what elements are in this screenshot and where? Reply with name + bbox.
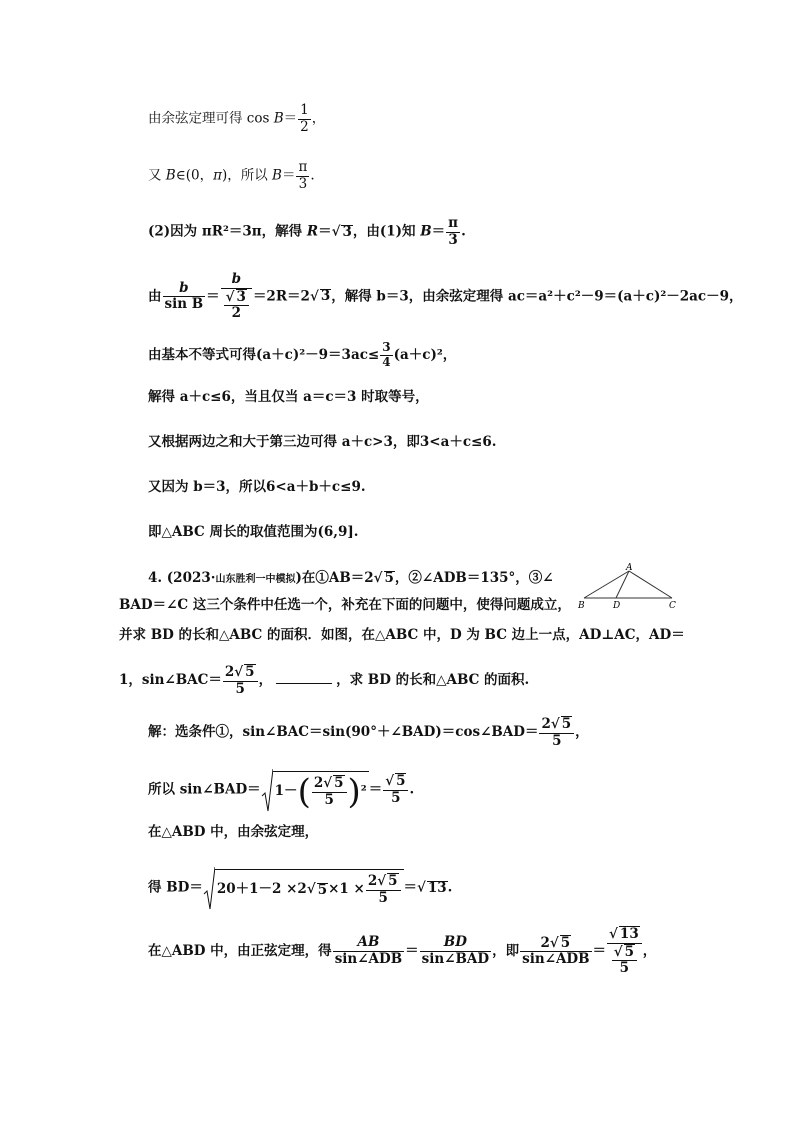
radicand: 5 [317, 881, 328, 898]
numerator: BD [420, 935, 491, 952]
radicand: 5 [561, 716, 572, 732]
coef: 2 [224, 664, 235, 680]
denominator: 3 [448, 231, 458, 248]
problem-source: 山东胜利一中模拟 [215, 574, 296, 585]
inner-fraction: $\frac{√ 5}{5}$ [612, 944, 637, 977]
text: 1，sin∠BAC＝ [119, 672, 222, 689]
fraction [333, 935, 404, 967]
fraction [380, 341, 392, 370]
text: 所以 sin∠BAD＝ [148, 781, 261, 798]
exponent: ² [360, 783, 367, 800]
label-c: C [669, 601, 676, 611]
text: 由余弦定理可得 cos [148, 110, 274, 127]
denominator: 5 [324, 792, 334, 808]
text: . [310, 167, 315, 184]
text: ＝ [405, 942, 419, 959]
solution-line-1 [148, 716, 589, 749]
radicand: 5 [560, 934, 571, 951]
problem-number: 4. (2023· [148, 570, 216, 586]
fraction: $\frac{2√ 5}{5}$ [539, 716, 574, 749]
numerator: 1 [300, 102, 309, 118]
denominator: 2 [300, 118, 309, 135]
coef: 2 [313, 775, 324, 792]
text: ，由(1)知 [352, 223, 421, 240]
text: . [461, 223, 466, 240]
radicand: 5 [388, 873, 398, 890]
text: 得 BD＝ [148, 879, 203, 896]
fraction: $\frac{2√ 5}{\text{sin∠ADB}}$ [522, 934, 590, 968]
inner-fraction: $\frac{√ 3}{2}$ [224, 289, 249, 322]
denominator [221, 289, 252, 322]
text: 由基本不等式可得(a＋c)²－9＝3ac≤ [148, 346, 380, 363]
text: )，所以 [221, 167, 273, 184]
solution-line-2 [148, 768, 414, 812]
text: ＝ [368, 781, 383, 798]
radicand: 5 [245, 664, 255, 680]
fraction [420, 935, 491, 967]
text: ＝ [431, 223, 446, 240]
text: 又 [148, 167, 166, 184]
radicand: 3 [342, 223, 352, 240]
radicand: 5 [334, 775, 344, 792]
solution-line-5 [148, 926, 656, 977]
denominator: 4 [382, 354, 391, 369]
denominator: sin∠BAD [421, 950, 490, 967]
text: . [409, 781, 415, 798]
text: 并求 BD 的长和△ABC 的面积．如图，在△ABC 中，D 为 BC 边上一点，AD⊥AC，AD＝ [119, 627, 685, 643]
radicand: 13 [427, 879, 447, 896]
text: 在△ABD 中，由正弦定理，得 [148, 942, 332, 959]
denominator: 3 [298, 175, 308, 192]
denominator: sin∠ADB [522, 951, 590, 968]
line-b-range [148, 160, 315, 192]
text: ， [642, 942, 657, 959]
text: ，即 [492, 942, 520, 959]
triangle-figure [576, 562, 678, 612]
fraction: $\frac{2√ 5}{5}$ [312, 775, 347, 808]
problem-4-line-4 [119, 664, 529, 697]
text: 即△ABC 周长的取值范围为(6,9]. [148, 524, 359, 540]
line-9 [148, 526, 358, 540]
radicand: 5 [624, 943, 635, 960]
text: 解得 a＋c≤6，当且仅当 a＝c＝3 时取等号， [148, 389, 429, 405]
fraction: $\frac{√ 5}{5}$ [383, 773, 408, 806]
text: . [447, 879, 453, 896]
label-d: D [613, 601, 621, 611]
radicand: 3 [236, 288, 246, 305]
coef: 2 [367, 873, 378, 890]
text: BAD＝∠C 这三个条件中任选一个，补充在下面的问题中，使得问题成立， [119, 597, 571, 613]
line-cos-b [148, 103, 325, 135]
label-b: B [578, 601, 585, 611]
denominator: 2 [231, 305, 241, 322]
coef: 2 [541, 716, 551, 732]
radical: 20＋1－2 ×2 √ 5 ×1 × $\frac{2√ 5}{5}$ [203, 866, 404, 910]
fraction-nested [221, 272, 252, 322]
denominator: 5 [619, 960, 630, 977]
solution-line-4: 得 BD＝ 20＋1－2 ×2 √ 5 ×1 × $\frac{2√ 5}{5}$ ＝√ 13. [148, 866, 452, 910]
fraction: $\frac{2√ 5}{5}$ [223, 664, 258, 697]
var-b: B [273, 110, 284, 127]
denominator: sin B [164, 296, 204, 313]
radicand: 5 [396, 773, 406, 790]
text: ， [258, 672, 273, 689]
text: ，解得 b＝3，由余弦定理得 ac＝a²＋c²－9＝(a＋c)²－2ac－9， [331, 288, 743, 305]
radical: 1－ ( $\frac{2√ 5}{5}$ ) ² [261, 768, 369, 812]
text: ＝ [281, 167, 296, 184]
var-b: B [165, 167, 176, 184]
denominator: 5 [235, 680, 245, 697]
line-part2: (2)因为 πR²＝3π，解得 R＝√ 3，由(1)知 B＝ $\frac{\pi}{3}$ . [148, 215, 466, 248]
text: (a＋c)²， [393, 346, 457, 363]
text: ＝ [592, 942, 607, 959]
text: ∈(0， [175, 167, 214, 184]
radicand: 5 [384, 570, 394, 586]
text: ＝ [403, 879, 417, 896]
line-7 [148, 436, 496, 450]
numerator: π [298, 159, 308, 175]
var-b: B [272, 167, 282, 184]
pi: π [213, 167, 222, 184]
text: 又因为 b＝3，所以6<a＋b＋c≤9. [148, 479, 366, 495]
numerator: b [221, 272, 252, 289]
problem-4-line-1: 4. (2023·山东胜利一中模拟)在①AB＝2√ 5，②∠ADB＝135°，③∠ [148, 570, 554, 586]
numerator: π [448, 215, 459, 231]
radicand: 3 [320, 288, 331, 305]
text: ×1 × [328, 881, 365, 898]
line-sine-rule: 由 $\frac{b}{\text{sin B}}$ ＝ $\frac{b}{\frac{√ 3}{2}}$ ＝2R＝2√ 3，解得 b＝3，由余弦定理得 ac＝a²＋c²－9＝(a＋c)²－2ac－9， [148, 271, 743, 322]
text: 在△ABD 中，由余弦定理， [148, 824, 319, 840]
fraction-nested: $\frac{√ 13}{\frac{√ 5}{5}}$ [607, 926, 642, 977]
numerator: b [163, 281, 206, 298]
fraction [163, 281, 206, 313]
answer-blank [276, 673, 332, 684]
solution-line-3 [148, 826, 318, 840]
text: 20＋1－2 ×2 [216, 881, 307, 898]
coef: 2 [540, 934, 550, 951]
fraction [296, 160, 309, 192]
text: (2)因为 πR²＝3π，解得 [148, 223, 307, 240]
line-6 [148, 391, 429, 405]
fraction: $\frac{2√ 5}{5}$ [366, 873, 401, 906]
text: 又根据两边之和大于第三边可得 a＋c>3，即3<a＋c≤6. [148, 434, 497, 450]
denominator: 5 [552, 732, 562, 749]
text: ＝ [283, 110, 298, 127]
line-inequality [148, 341, 456, 370]
var-b: B [420, 223, 432, 240]
text: ＝2R＝2 [252, 288, 310, 305]
problem-4-line-2 [119, 599, 571, 613]
numerator: 3 [382, 340, 391, 354]
problem-4-line-3 [119, 629, 685, 643]
denominator: sin∠ADB [334, 950, 403, 967]
denominator: 5 [378, 890, 388, 906]
radicand: 13 [619, 926, 639, 942]
text: ， [575, 724, 589, 741]
text: ，②∠ADB＝135°，③∠ [394, 570, 554, 586]
label-a: A [626, 563, 633, 573]
text: 1－ [274, 783, 298, 800]
denominator: 5 [391, 790, 401, 806]
text: 由 [148, 288, 162, 305]
fraction [446, 216, 460, 248]
text: ＝ [206, 288, 220, 305]
text: ， [311, 110, 326, 127]
fraction [298, 103, 311, 135]
numerator: AB [333, 935, 404, 952]
text: ＝ [318, 223, 332, 240]
text: ，求 BD 的长和△ABC 的面积. [336, 672, 530, 689]
line-8 [148, 481, 366, 495]
side-ac [629, 571, 672, 598]
text: )在①AB＝2 [295, 570, 374, 586]
text: 解：选条件①，sin∠BAC＝sin(90°＋∠BAD)＝cos∠BAD＝ [148, 724, 539, 741]
var-r: R [306, 223, 319, 240]
